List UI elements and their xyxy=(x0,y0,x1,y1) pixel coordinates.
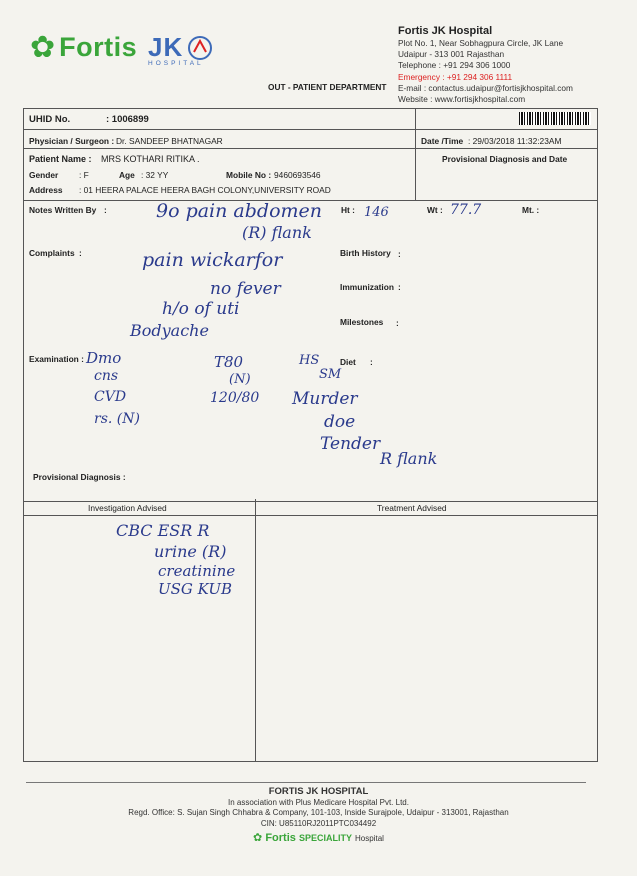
handwritten-complaint-1: 9o pain abdomen xyxy=(156,200,322,222)
age-value: : 32 YY xyxy=(141,170,169,180)
mobile-label: Mobile No : xyxy=(226,170,272,180)
milestones-label: Milestones xyxy=(340,317,384,327)
footer-logo-speciality: SPECIALITY xyxy=(298,833,352,843)
footer-registered-office: Regd. Office: S. Sujan Singh Chhabra & Company, 101-103, Inside Surajpole, Udaipur - 313001, Rajasthan xyxy=(128,808,509,817)
handwritten-exam-6: (N) xyxy=(229,372,251,387)
handwritten-exam-4: rs. (N) xyxy=(94,411,140,427)
gender-value: : F xyxy=(79,170,89,180)
hospital-emergency: Emergency : +91 294 306 1111 xyxy=(398,71,513,82)
jk-logo-subtitle: HOSPITAL xyxy=(148,60,204,67)
address-label: Address xyxy=(29,185,63,195)
provisional-diagnosis-date-label: Provisional Diagnosis and Date xyxy=(442,154,568,164)
physician-label: Physician / Surgeon : xyxy=(29,136,115,146)
examination-label: Examination : xyxy=(29,354,84,364)
fortis-logo xyxy=(30,32,137,63)
fortis-logo-text: Fortis xyxy=(59,32,138,62)
datetime-value: : 29/03/2018 11:32:23AM xyxy=(468,136,562,146)
datetime-label: Date /Time xyxy=(421,136,464,146)
handwritten-investigation-4: USG KUB xyxy=(158,580,233,598)
handwritten-height: 146 xyxy=(364,205,389,220)
handwritten-investigation-3: creatinine xyxy=(158,562,236,580)
uhid-label: UHID No. xyxy=(29,114,71,125)
footer-title: FORTIS JK HOSPITAL xyxy=(268,786,369,797)
hospital-website: Website : www.fortisjkhospital.com xyxy=(398,94,526,105)
immunization-label: Immunization xyxy=(340,282,394,292)
opd-form: UHID No. : 1006899 Physician / Surgeon : Dr. SANDEEP BHATNAGAR Date /Time : 29/03/2018 11:32:23AM Patient Name : MRS KOTHARI RITIKA . Provisional Diagnosis and Date Gender : F Age : 32 YY Mobile No : 9460693546 Address : 01 HEERA PALACE HEERA BAGH COLONY,UNIVERSITY ROAD Notes Written By : Ht : Wt : Mt. : Complaints : Birth History : Immunization : Milestones : Examination : Diet : Provisional Diagnosis : 9o pain abdomen 146 77.7 (R) flank pain wickarfor no fever h/o of uti Bodyache Dmo cns CVD rs. (N) T80 (N) 120/80 HS SM Murder doe Tender R flank xyxy=(23,108,598,502)
birth-history-label: Birth History xyxy=(340,248,391,258)
jk-logo-text: JK xyxy=(148,32,184,62)
footer-cin: CIN: U85110RJ2011PTC034492 xyxy=(260,818,377,828)
handwritten-complaint-5: h/o of uti xyxy=(162,299,240,319)
hospital-contact-block xyxy=(398,24,573,105)
height-label: Ht : xyxy=(341,205,355,215)
provisional-diagnosis-label: Provisional Diagnosis : xyxy=(33,472,126,482)
diet-label: Diet xyxy=(340,357,356,367)
handwritten-exam-12: Tender xyxy=(320,434,381,454)
age-label: Age xyxy=(119,170,135,180)
footer-association: In association with Plus Medicare Hospital Pvt. Ltd. xyxy=(228,797,409,807)
handwritten-exam-8: HS xyxy=(299,353,320,368)
handwritten-exam-1: Dmo xyxy=(86,349,122,367)
handwritten-complaint-2: (R) flank xyxy=(242,223,312,242)
uhid-value: : 1006899 xyxy=(106,114,149,125)
handwritten-investigation-1: CBC ESR R xyxy=(116,521,210,540)
investigation-advised-label: Investigation Advised xyxy=(88,503,167,513)
handwritten-exam-11: doe xyxy=(324,412,356,432)
handwritten-weight: 77.7 xyxy=(450,202,482,218)
jk-hospital-logo xyxy=(148,32,213,67)
barcode xyxy=(519,112,591,125)
physician-value: Dr. SANDEEP BHATNAGAR xyxy=(116,136,223,146)
notes-written-by-colon: : xyxy=(104,205,107,215)
hospital-name: Fortis JK Hospital xyxy=(398,25,493,37)
handwritten-exam-7: 120/80 xyxy=(210,390,260,406)
handwritten-exam-5: T80 xyxy=(214,353,244,371)
footer-divider xyxy=(26,782,586,783)
handwritten-exam-13: R flank xyxy=(380,449,438,468)
complaints-label: Complaints xyxy=(29,248,75,258)
department-title: OUT - PATIENT DEPARTMENT xyxy=(268,82,387,92)
address-value: : 01 HEERA PALACE HEERA BAGH COLONY,UNIVERSITY ROAD xyxy=(79,185,331,195)
handwritten-investigation-2: urine (R) xyxy=(154,542,227,561)
gender-label: Gender xyxy=(29,170,59,180)
handwritten-complaint-4: no fever xyxy=(210,279,281,299)
mobile-value: 9460693546 xyxy=(274,170,321,180)
fortis-speciality-logo xyxy=(0,833,637,845)
hospital-telephone: Telephone : +91 294 306 1000 xyxy=(398,60,511,71)
handwritten-exam-10: Murder xyxy=(292,389,358,409)
treatment-advised-label: Treatment Advised xyxy=(377,503,447,513)
footer-leaf-icon: ✿ xyxy=(253,832,263,844)
hospital-address-line2: Udaipur - 313 001 Rajasthan xyxy=(398,49,505,60)
patient-name-value: MRS KOTHARI RITIKA . xyxy=(101,154,200,164)
hospital-address-line1: Plot No. 1, Near Sobhagpura Circle, JK Lane xyxy=(398,38,564,48)
weight-label: Wt : xyxy=(427,205,443,215)
footer xyxy=(0,787,637,845)
handwritten-complaint-6: Bodyache xyxy=(130,321,209,340)
mt-label: Mt. : xyxy=(522,205,540,215)
notes-written-by-label: Notes Written By xyxy=(29,205,97,215)
patient-name-label: Patient Name : xyxy=(29,154,92,164)
handwritten-exam-2: cns xyxy=(94,368,119,384)
handwritten-exam-9: SM xyxy=(319,367,342,382)
footer-logo-word: Fortis xyxy=(265,832,296,844)
footer-logo-hospital: Hospital xyxy=(355,834,384,843)
investigation-treatment-table xyxy=(23,499,598,762)
fortis-leaf-icon: ✿ xyxy=(30,30,56,64)
handwritten-complaint-3: pain wickarfor xyxy=(142,249,283,271)
handwritten-exam-3: CVD xyxy=(94,389,127,405)
jk-emblem-icon xyxy=(187,35,213,61)
hospital-email: E-mail : contactus.udaipur@fortisjkhospital.com xyxy=(398,82,573,93)
